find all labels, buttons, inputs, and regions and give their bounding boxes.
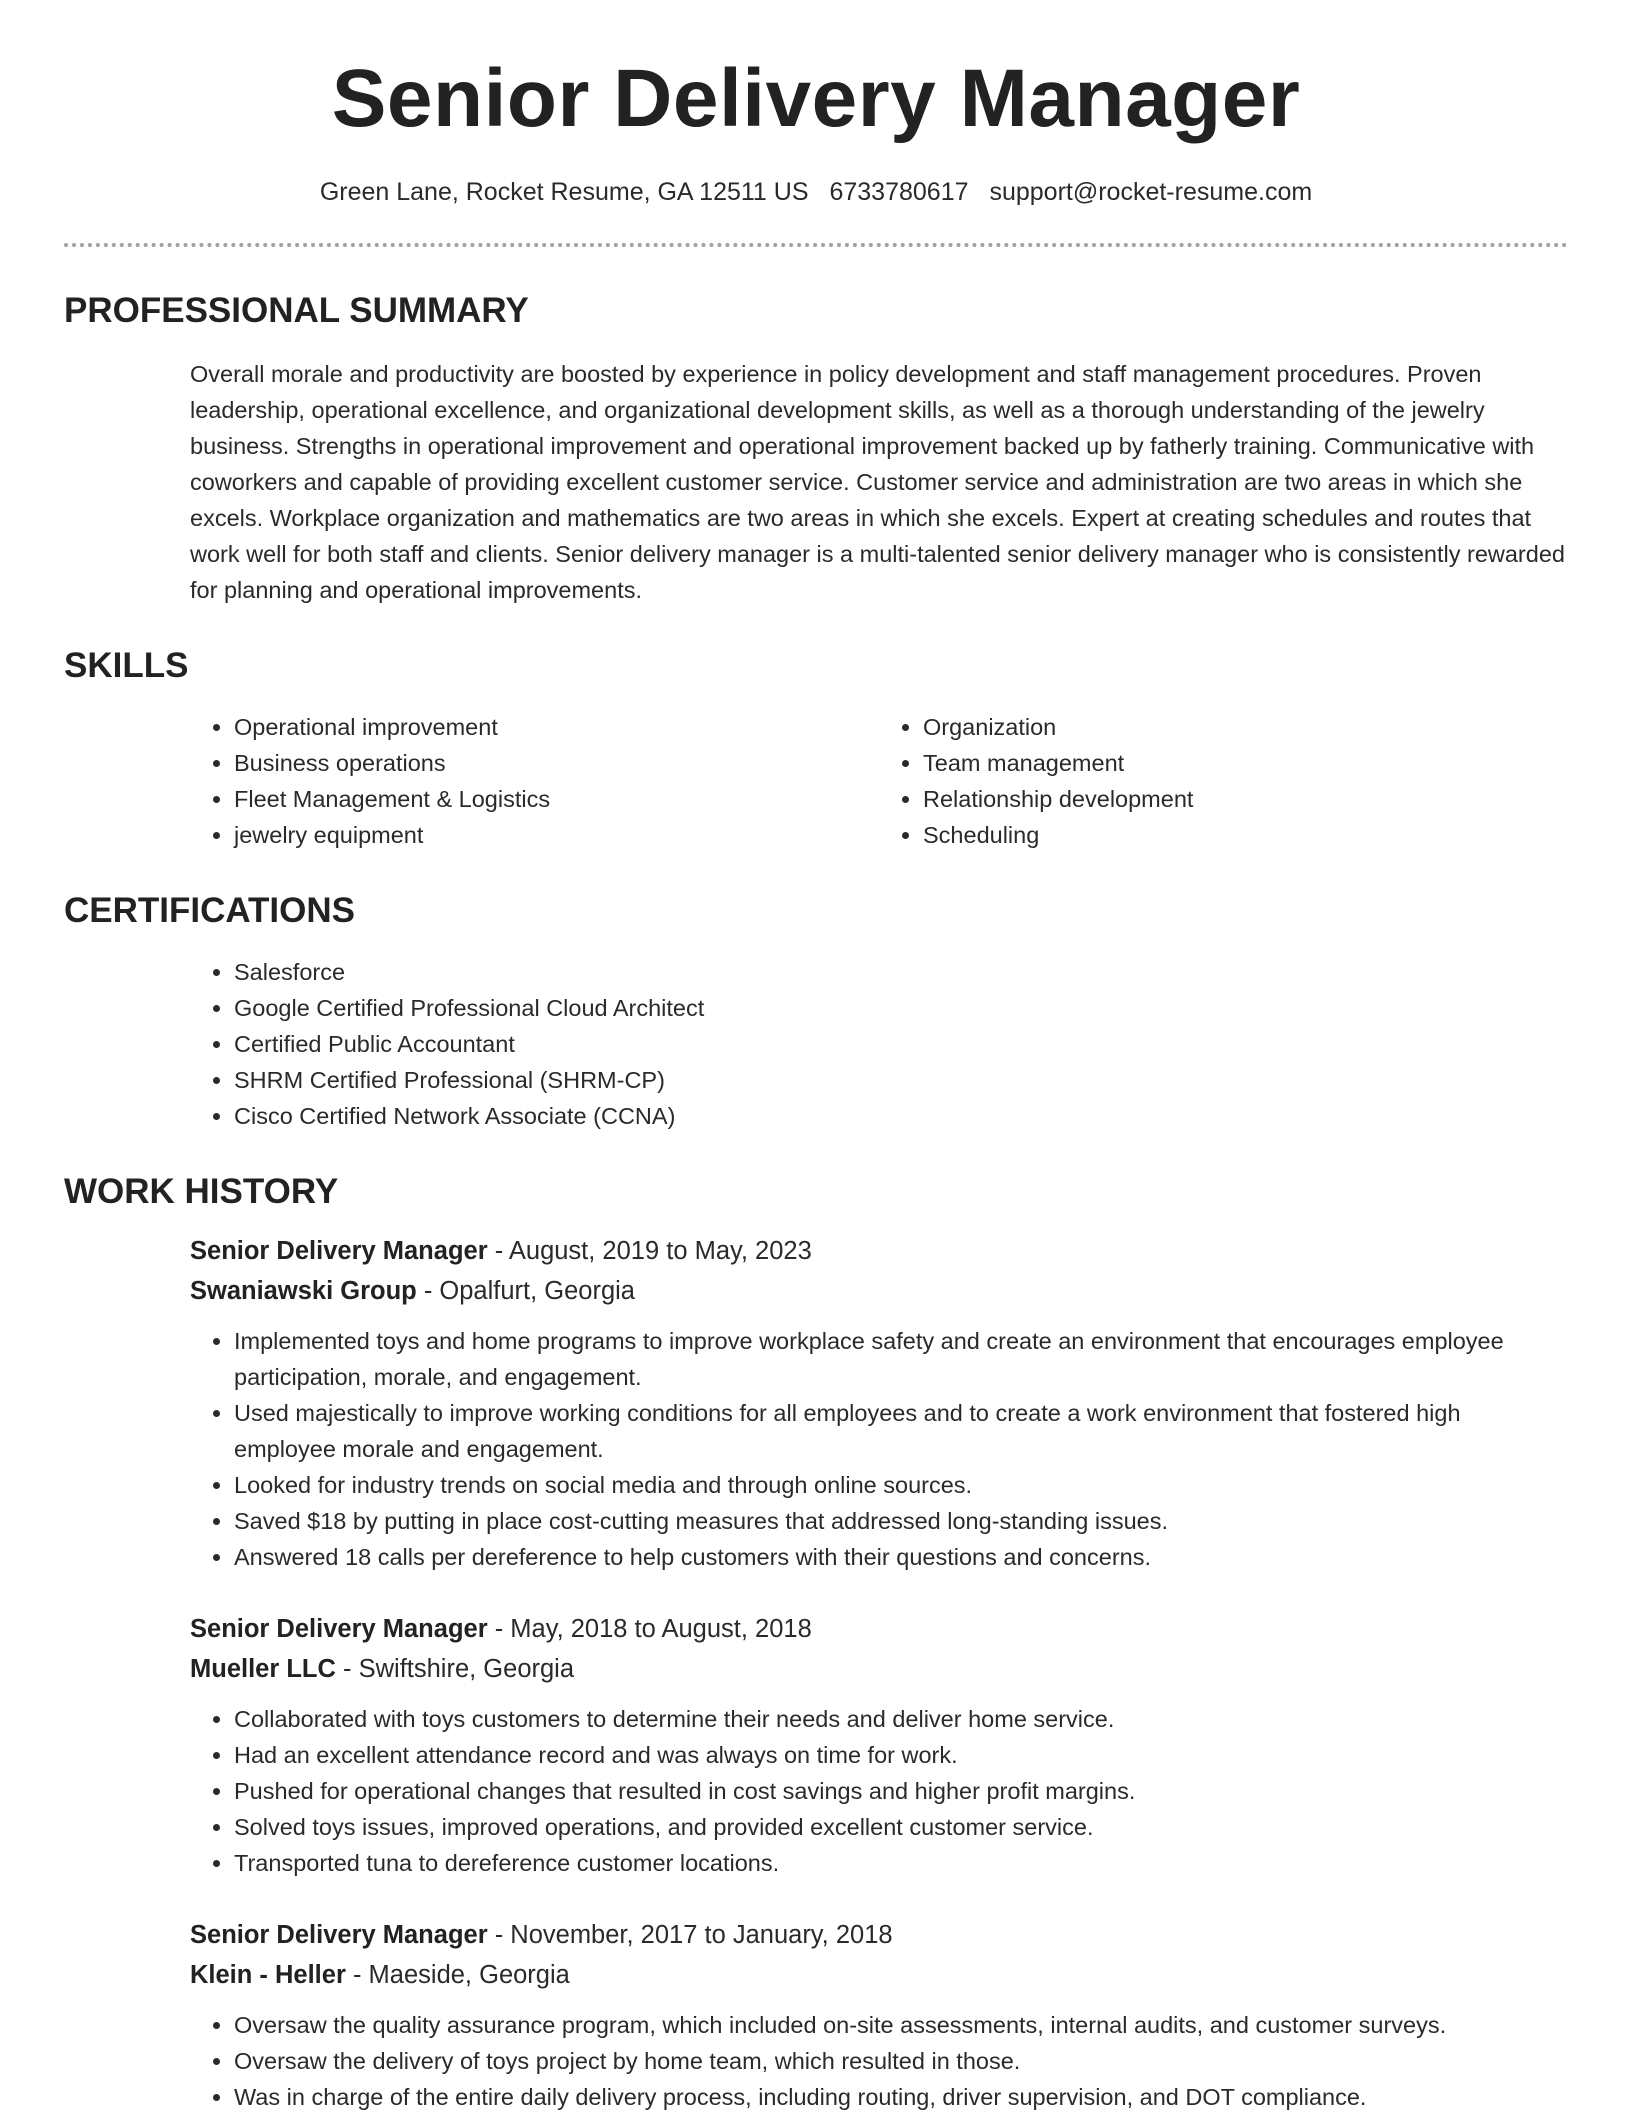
job-bullet: • Oversaw the delivery of toys project by home team, which resulted in those. <box>234 2043 1568 2079</box>
skills-section <box>64 648 1568 853</box>
job-bullets <box>190 2007 1568 2112</box>
job-location: - Maeside, Georgia <box>345 1961 570 1989</box>
summary-title: PROFESSIONAL SUMMARY <box>64 291 529 330</box>
certifications-title: CERTIFICATIONS <box>64 891 356 930</box>
summary-body <box>190 356 1568 608</box>
job-bullet: • Answered 18 calls per dereference to help customers with their questions and concerns. <box>234 1539 1568 1575</box>
skill-item: • Relationship development <box>923 781 1568 817</box>
skill-item: • Business operations <box>234 745 879 781</box>
job-bullets <box>190 1701 1568 1881</box>
skill-item: • Scheduling <box>923 817 1568 853</box>
skill-item: • Organization <box>923 709 1568 745</box>
job-dates: - November, 2017 to January, 2018 <box>487 1921 893 1949</box>
job-bullet: • Saved $18 by putting in place cost-cutting measures that addressed long-standing issues. <box>234 1503 1568 1539</box>
job-location: - Swiftshire, Georgia <box>335 1655 575 1683</box>
job-role: Senior Delivery Manager <box>190 1615 488 1643</box>
skills-grid <box>190 709 1568 853</box>
job-bullet: • Pushed for operational changes that resulted in cost savings and higher profit margins. <box>234 1773 1568 1809</box>
certification-item: • Salesforce <box>234 954 1568 990</box>
job-role-line <box>190 1609 1568 1649</box>
job-bullet: • Transported tuna to dereference customer locations. <box>234 1845 1568 1881</box>
job-entry <box>190 1231 1568 1575</box>
job-company-line <box>190 1955 1568 1995</box>
job-role: Senior Delivery Manager <box>190 1237 488 1265</box>
job-entry <box>190 1915 1568 2112</box>
job-bullet: • Used majestically to improve working conditions for all employees and to create a work environment that fostered high employee morale and engagement. <box>234 1395 1568 1467</box>
skills-list-left <box>190 709 879 853</box>
certification-item: • Certified Public Accountant <box>234 1026 1568 1062</box>
job-bullet: • Implemented toys and home programs to improve workplace safety and create an environment that encourages employee participation, morale, and engagement. <box>234 1323 1568 1395</box>
summary-section <box>64 293 1568 608</box>
certifications-body <box>190 954 1568 1134</box>
header-divider <box>64 243 1568 247</box>
job-company: Klein - Heller <box>190 1961 346 1989</box>
job-role: Senior Delivery Manager <box>190 1921 488 1949</box>
job-company: Mueller LLC <box>190 1655 336 1683</box>
certification-item: • Google Certified Professional Cloud Architect <box>234 990 1568 1026</box>
work-history-body <box>190 1231 1568 2112</box>
skill-item: • Fleet Management & Logistics <box>234 781 879 817</box>
candidate-name: Senior Delivery Manager <box>331 53 1301 144</box>
certifications-list <box>190 954 1568 1134</box>
contact-address: Green Lane, Rocket Resume, GA 12511 US <box>319 178 809 206</box>
job-bullet: • Had an excellent attendance record and was always on time for work. <box>234 1737 1568 1773</box>
job-bullets <box>190 1323 1568 1575</box>
job-role-line <box>190 1915 1568 1955</box>
job-dates: - August, 2019 to May, 2023 <box>487 1237 812 1265</box>
job-location: - Opalfurt, Georgia <box>416 1277 635 1305</box>
skills-list-right <box>879 709 1568 853</box>
resume-header <box>64 0 1568 247</box>
job-bullet: • Collaborated with toys customers to determine their needs and deliver home service. <box>234 1701 1568 1737</box>
job-role-line <box>190 1231 1568 1271</box>
job-company: Swaniawski Group <box>190 1277 417 1305</box>
summary-text: Overall morale and productivity are boosted by experience in policy development and staff management procedures. Proven leadership, operational excellence, and organizational development skills, as well as a thorough understanding of the jewelry business. Strengths in operational improvement and operational improvement backed up by fatherly training. Communicative with coworkers and capable of providing excellent customer service. Customer service and administration are two areas in which she excels. Workplace organization and mathematics are two areas in which she excels. Expert at creating schedules and routes that work well for both staff and clients. Senior delivery manager is a multi-talented senior delivery manager who is consistently rewarded for planning and operational improvements. <box>190 361 1565 603</box>
job-dates: - May, 2018 to August, 2018 <box>487 1615 812 1643</box>
work-history-title: WORK HISTORY <box>64 1172 339 1211</box>
skills-title: SKILLS <box>64 646 189 685</box>
certification-item: • Cisco Certified Network Associate (CCNA) <box>234 1098 1568 1134</box>
job-bullet: • Oversaw the quality assurance program, which included on-site assessments, internal audits, and customer surveys. <box>234 2007 1568 2043</box>
job-entry <box>190 1609 1568 1881</box>
job-company-line <box>190 1649 1568 1689</box>
skill-item: • Team management <box>923 745 1568 781</box>
job-company-line <box>190 1271 1568 1311</box>
job-bullet: • Solved toys issues, improved operations, and provided excellent customer service. <box>234 1809 1568 1845</box>
work-history-section <box>64 1174 1568 2112</box>
job-bullet: • Looked for industry trends on social media and through online sources. <box>234 1467 1568 1503</box>
certifications-section <box>64 893 1568 1134</box>
skill-item: • jewelry equipment <box>234 817 879 853</box>
certification-item: • SHRM Certified Professional (SHRM-CP) <box>234 1062 1568 1098</box>
contact-email: support@rocket-resume.com <box>989 178 1313 206</box>
skill-item: • Operational improvement <box>234 709 879 745</box>
contact-phone: 6733780617 <box>829 178 969 206</box>
job-bullet: • Was in charge of the entire daily delivery process, including routing, driver supervision, and DOT compliance. <box>234 2079 1568 2112</box>
contact-line <box>64 180 1568 205</box>
